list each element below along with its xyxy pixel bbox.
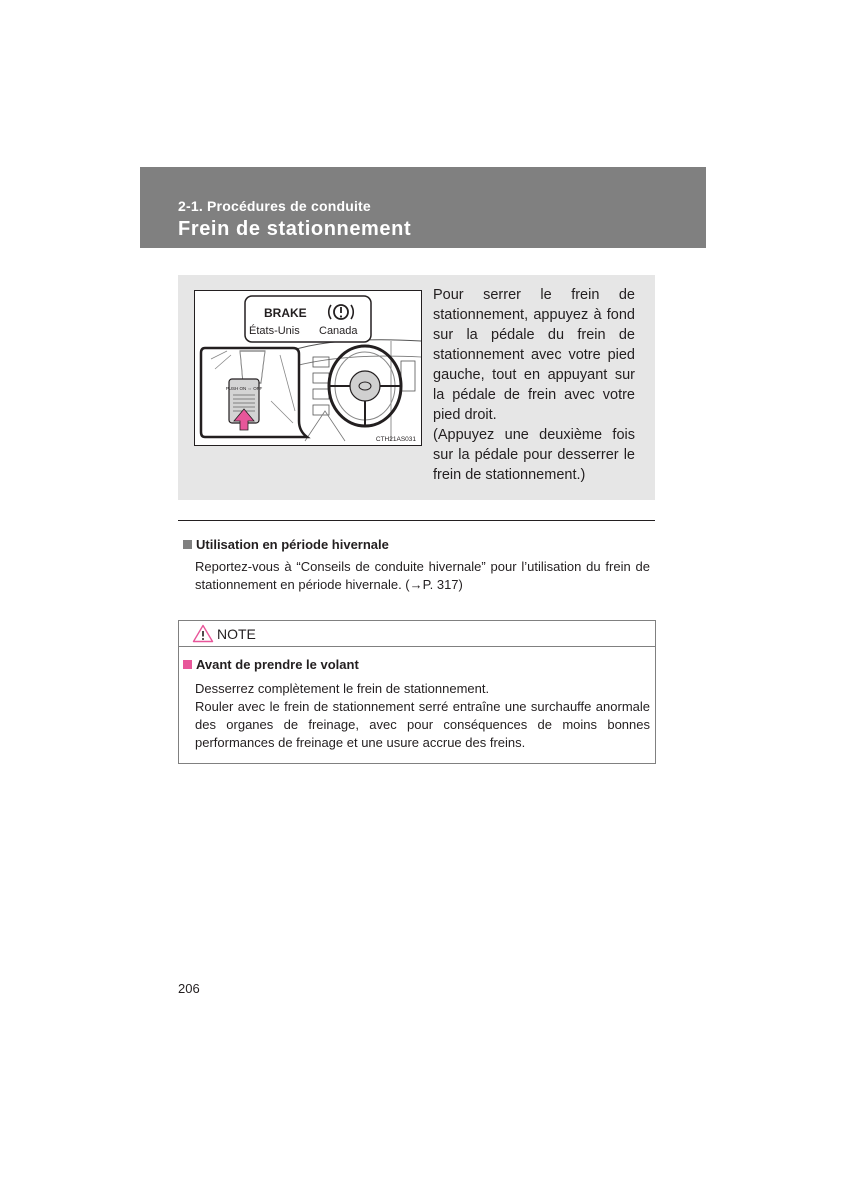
label-canada: Canada: [319, 325, 358, 337]
note-header: [179, 621, 655, 647]
pedal-inset: [201, 348, 307, 437]
chapter-header: [140, 167, 706, 248]
label-us: États-Unis: [249, 325, 300, 337]
note-line-2: Rouler avec le frein de stationnement serré entraîne une surchauffe anormale des organes de freinage, avec pour conséquences de moins bonnes performances de freinage et une usure accrue des freins.: [195, 699, 650, 750]
intro-panel: [178, 275, 655, 500]
pedal-label: PUSH ON ⇔ OFF: [225, 386, 263, 391]
section-divider: [178, 520, 655, 521]
section-label: 2-1. Procédures de conduite: [178, 198, 371, 214]
square-bullet-icon: [183, 660, 192, 669]
page-number: 206: [178, 981, 200, 996]
brake-warning-callout: [245, 296, 371, 342]
intro-paragraph-2: (Appuyez une deuxième fois sur la pédale pour desserrer le frein de stationnement.): [433, 427, 635, 483]
note-body: [195, 680, 650, 752]
intro-text: [433, 285, 635, 485]
parking-brake-illustration: [194, 290, 422, 446]
winter-heading-text: Utilisation en période hivernale: [196, 537, 389, 552]
dashboard-drawing: [195, 291, 421, 445]
brake-label: BRAKE: [264, 306, 307, 320]
figure-code: CTH21AS031: [375, 436, 416, 443]
note-box: [178, 620, 656, 764]
note-line-1: Desserrez complètement le frein de stationnement.: [195, 681, 490, 696]
winter-text: Reportez-vous à “Conseils de conduite hivernale” pour l’utilisation du frein de stationnement en période hivernale. (→P. 317): [195, 559, 650, 592]
warning-triangle-icon: [192, 624, 214, 643]
intro-paragraph-1: Pour serrer le frein de stationnement, appuyez à fond sur la pédale du frein de stationnement avec votre pied gauche, tout en appuyant sur la pédale de frein avec votre pied droit.: [433, 287, 635, 423]
note-heading: [183, 657, 359, 672]
square-bullet-icon: [183, 540, 192, 549]
winter-heading: [183, 537, 389, 552]
steering-wheel-icon: [329, 346, 401, 426]
page-title: Frein de stationnement: [178, 218, 412, 240]
note-label: NOTE: [217, 625, 256, 642]
note-heading-text: Avant de prendre le volant: [196, 657, 359, 672]
